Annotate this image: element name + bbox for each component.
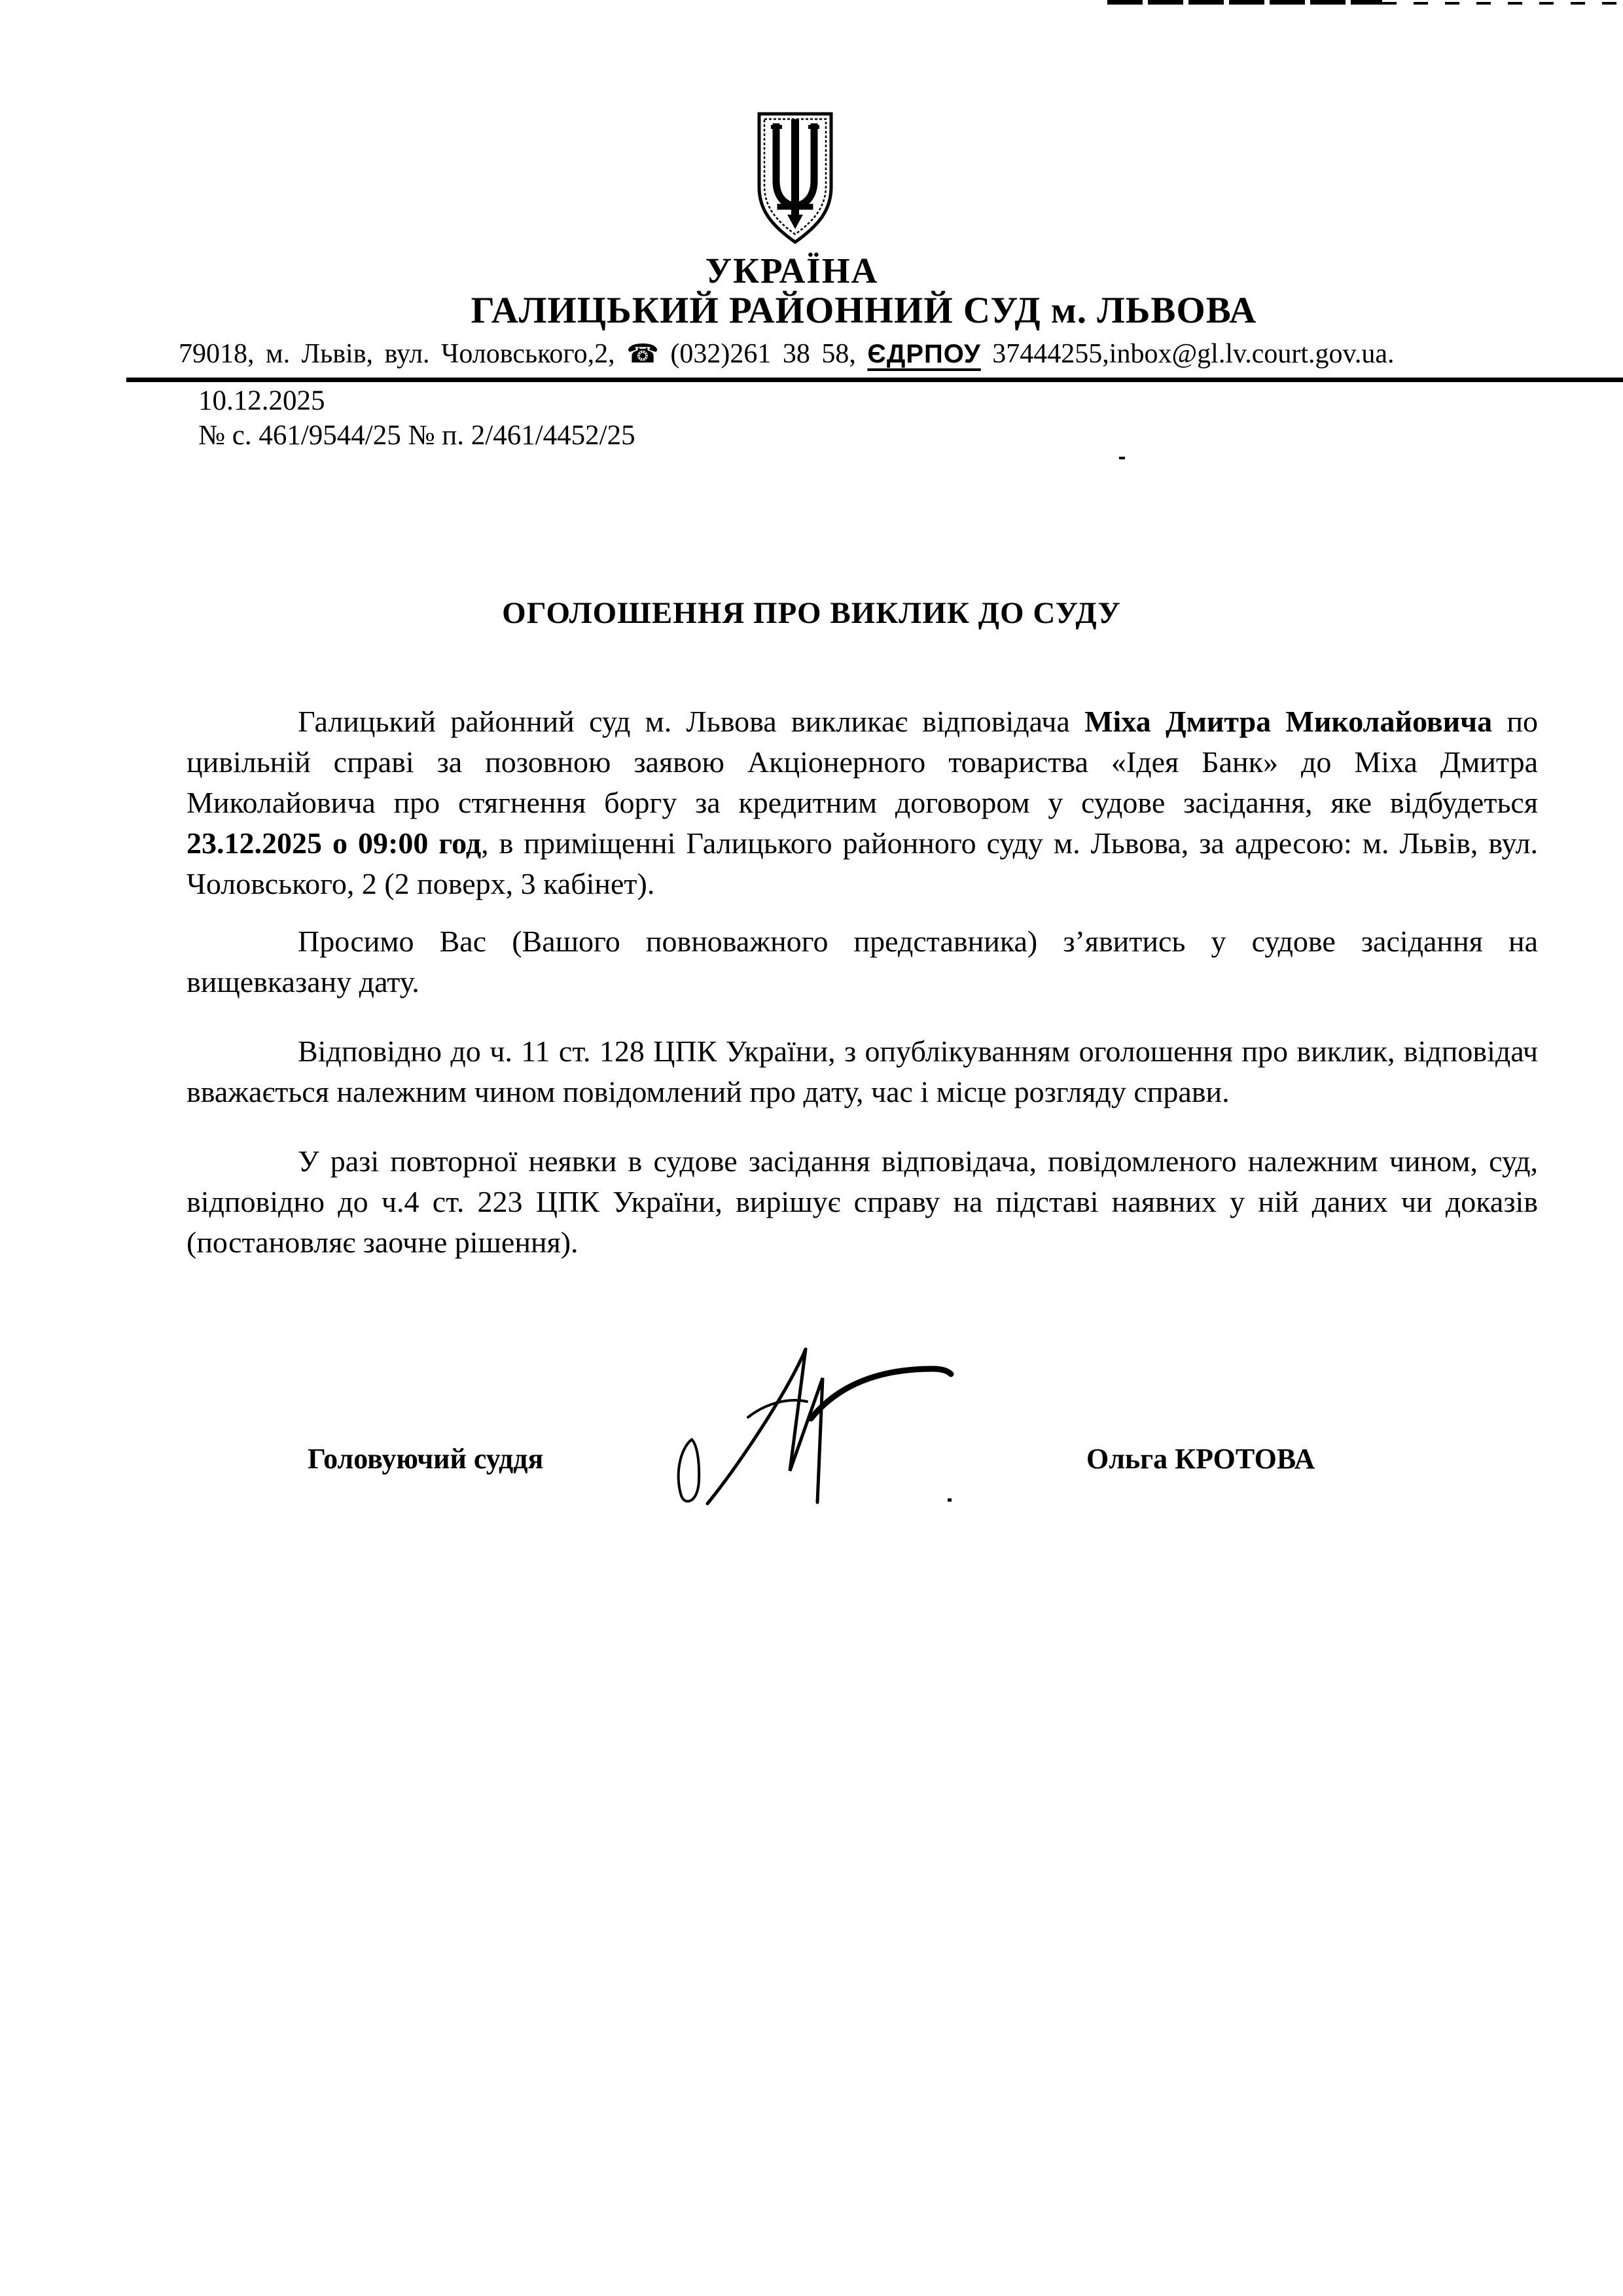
country-name: УКРАЇНА (705, 251, 879, 291)
judge-signature (651, 1340, 972, 1510)
document-date: 10.12.2025 (198, 385, 325, 416)
signature-role-label: Головуючий суддя (308, 1443, 544, 1475)
letterhead-divider (126, 378, 1623, 382)
phone-icon: ☎ (626, 339, 659, 369)
postal-address: 79018, м. Львів, вул. Чоловського,2, (179, 339, 615, 369)
paragraph-request: Просимо Вас (Вашого повноважного представника) з’явитись у судове засідання на вищевказану дату. (187, 925, 1538, 998)
edrpou-number: 37444255, (992, 339, 1109, 369)
court-name: ГАЛИЦЬКИЙ РАЙОННИЙ СУД м. ЛЬВОВА (471, 290, 1257, 331)
judge-name: Ольга КРОТОВА (1086, 1443, 1315, 1475)
scan-speck (1119, 457, 1125, 459)
court-address-line (179, 338, 1618, 370)
scan-artifact-top-line (1107, 0, 1382, 5)
document-body (187, 701, 1538, 1263)
paragraph-legal-notice: Відповідно до ч. 11 ст. 128 ЦПК України, з опублікуванням оголошення про виклик, відповідач вважається належним чином повідомлений про дату, час і місце розгляду справи. (187, 1034, 1538, 1108)
phone-number: (032)261 38 58, (670, 339, 856, 369)
paragraph-consequences: У разі повторної неявки в судове засідання відповідача, повідомленого належним чином, суд, відповідно до ч.4 ст. 223 ЦПК України, вирішує справу на підставі наявних у ній даних чи доказів (постановляє заочне рішення). (187, 1144, 1538, 1259)
document-title: ОГОЛОШЕННЯ ПРО ВИКЛИК ДО СУДУ (502, 596, 1121, 630)
email-address: inbox@gl.lv.court.gov.ua. (1109, 339, 1395, 369)
ukraine-trident-emblem-icon (754, 110, 836, 249)
paragraph-summons: Галицький районний суд м. Львова викликає відповідача Міха Дмитра Миколайовича по цивільній справі за позовною заявою Акціонерного товариства «Ідея Банк» до Міха Дмитра Миколайовича про стягнення боргу за кредитним договором у судове засідання, яке відбудеться 23.12.2025 о 09:00 год, в приміщенні Галицького районного суду м. Львова, за адресою: м. Львів, вул. Чоловського, 2 (2 поверх, 3 кабінет). (187, 705, 1538, 900)
case-numbers: № с. 461/9544/25 № п. 2/461/4452/25 (198, 420, 635, 451)
scan-artifact-top-dashes (1382, 2, 1623, 5)
edrpou-label: ЄДРПОУ (867, 340, 981, 368)
